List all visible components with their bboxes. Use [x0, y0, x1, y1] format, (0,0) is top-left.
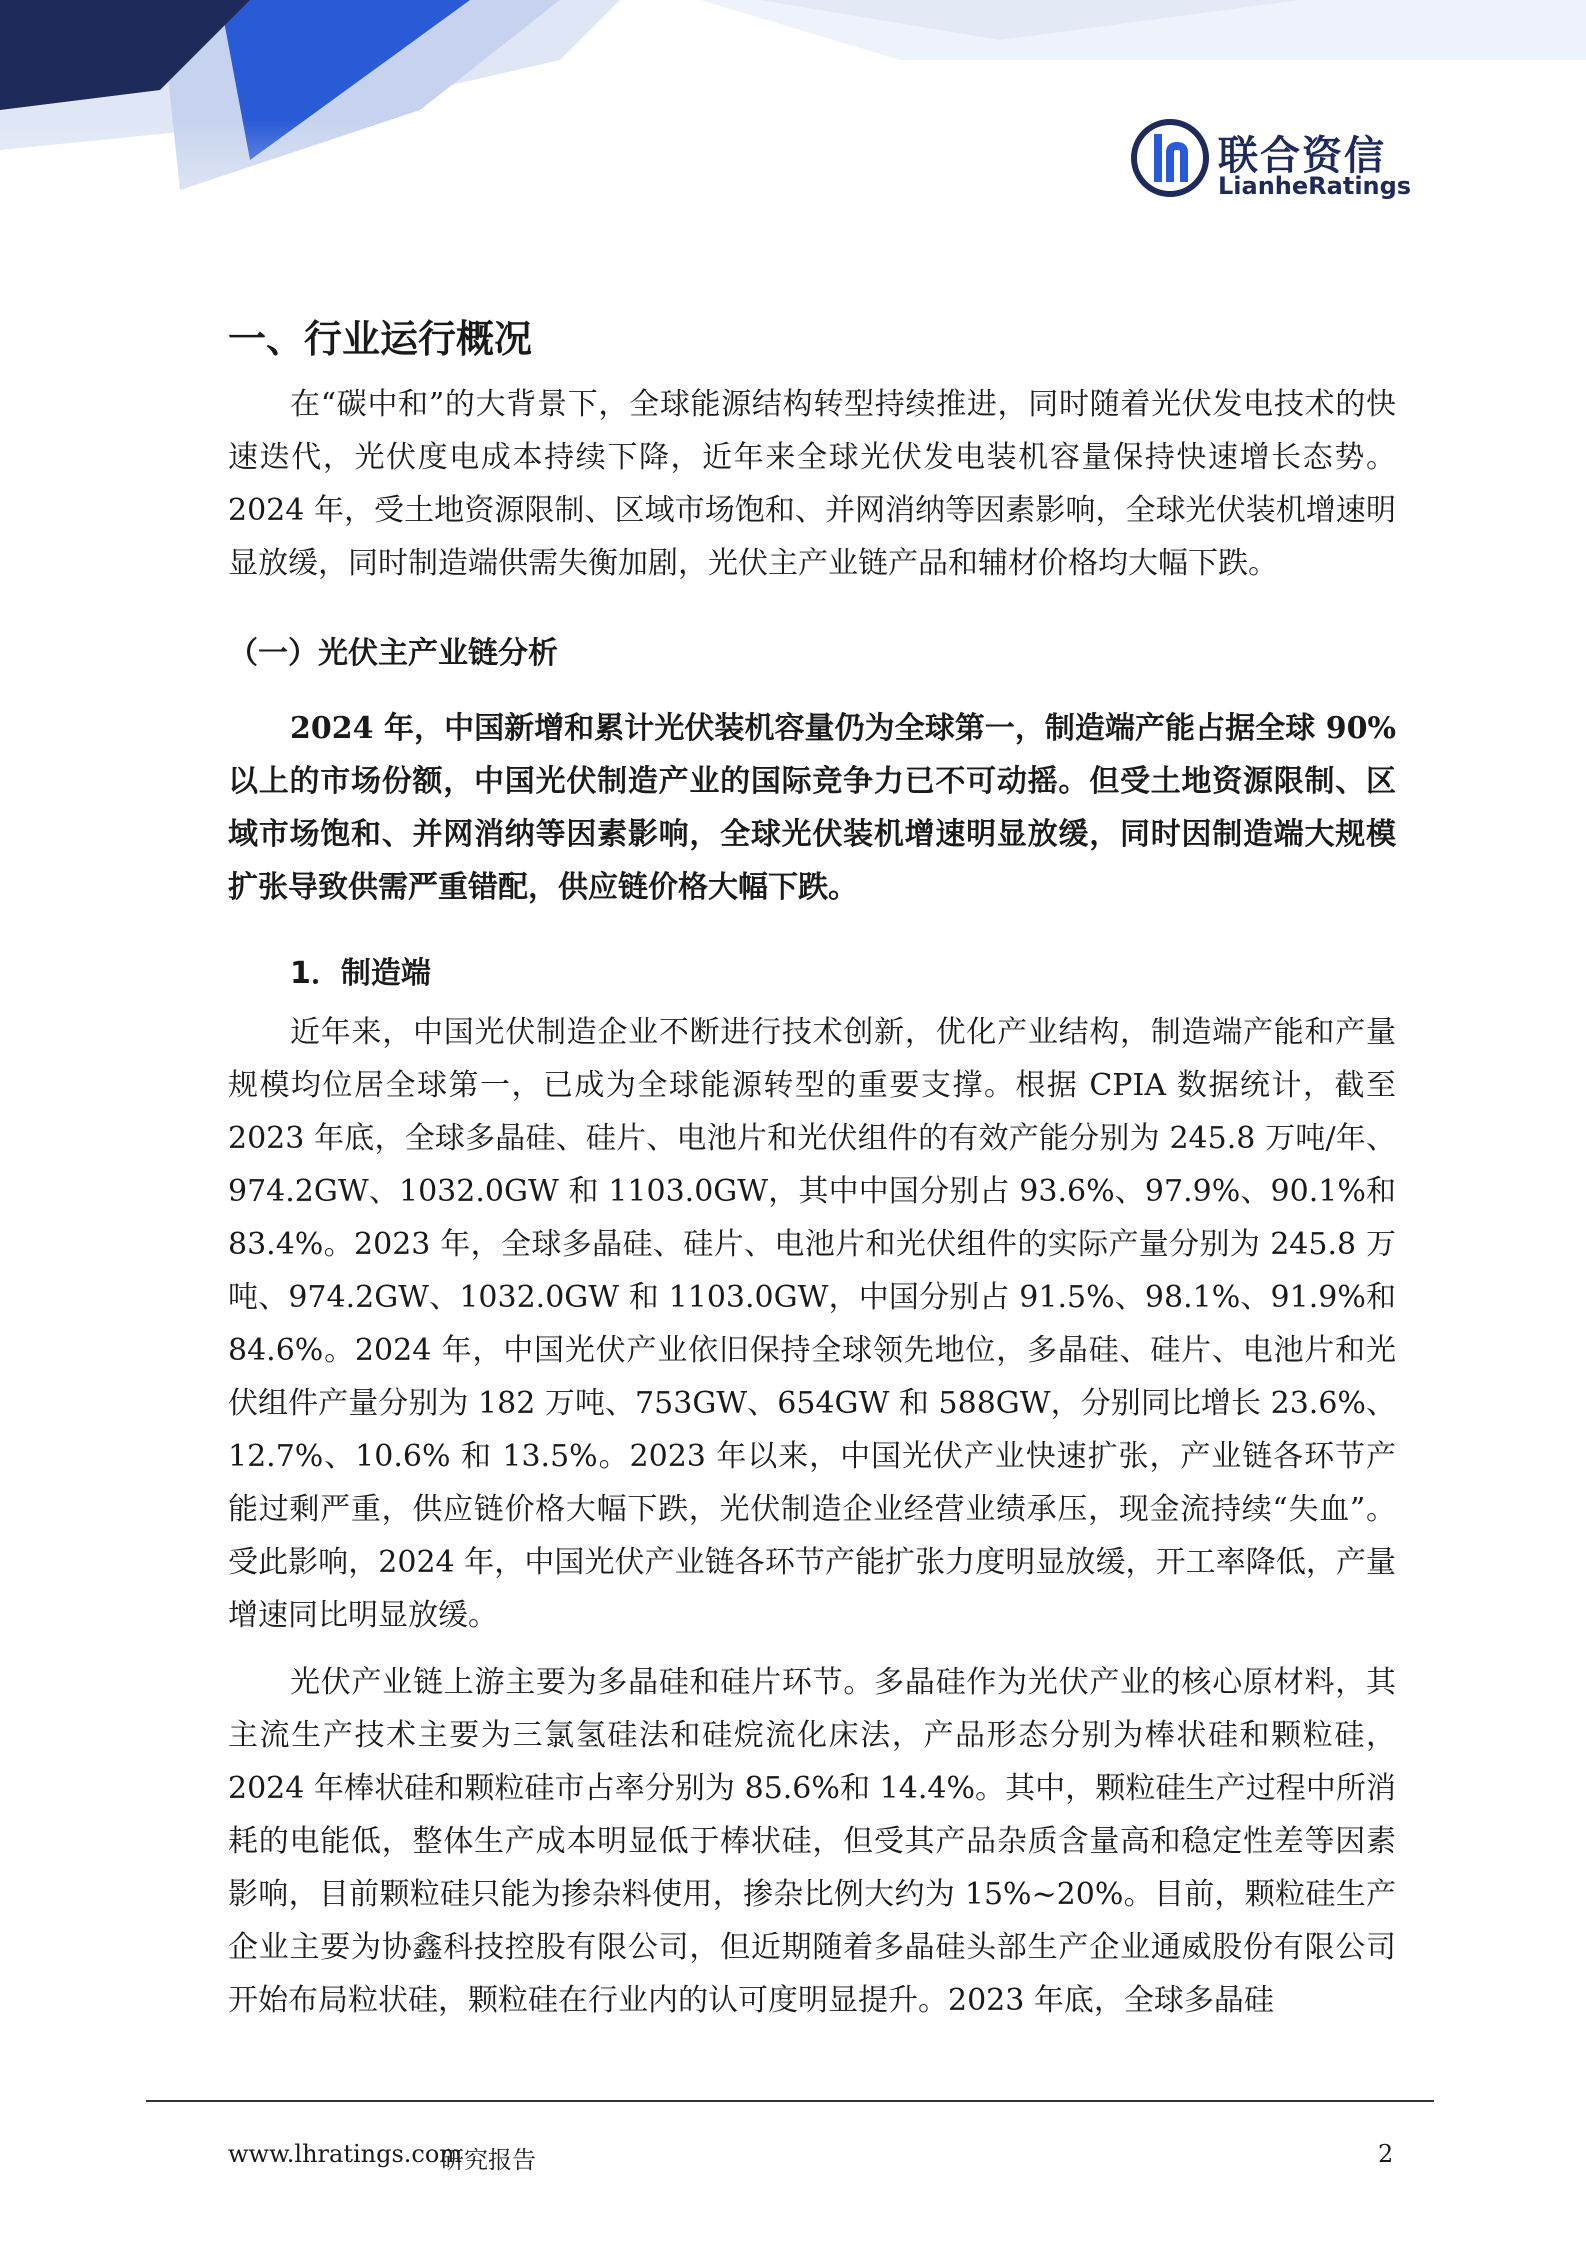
body-paragraph-2: 光伏产业链上游主要为多晶硅和硅片环节。多晶硅作为光伏产业的核心原材料，其主流生产技术主要为三氯氢硅法和硅烷流化床法，产品形态分别为棒状硅和颗粒硅，2024 年棒状硅和颗粒硅市占率分别为 85.6%和 14.4%。其中，颗粒硅生产过程中所消耗的电能低，整体生产成本明显低于棒状硅，但受其产品杂质含量高和稳定性差等因素影响，目前颗粒硅只能为掺杂料使用，掺杂比例大约为 15%~20%。目前，颗粒硅生产企业主要为协鑫科技控股有限公司，但近期随着多晶硅头部生产企业通威股份有限公司开始布局粒状硅，颗粒硅在行业内的认可度明显提升。2023 年底，全球多晶硅 — [228, 1665, 1396, 2018]
intro-paragraph: 在“碳中和”的大背景下，全球能源结构转型持续推进，同时随着光伏发电技术的快速迭代，光伏度电成本持续下降，近年来全球光伏发电装机容量保持快速增长态势。2024 年，受土地资源限制、区域市场饱和、并网消纳等因素影响，全球光伏装机增速明显放缓，同时制造端供需失衡加剧，光伏主产业链产品和辅材价格均大幅下跌。 — [228, 387, 1396, 581]
company-logo — [1130, 118, 1430, 208]
item-title: 1．制造端 — [290, 956, 431, 991]
section-title: 一、行业运行概况 — [228, 317, 533, 361]
footer-divider — [146, 2100, 1434, 2102]
body-paragraph-1: 近年来，中国光伏制造企业不断进行技术创新，优化产业结构，制造端产能和产量规模均位居全球第一，已成为全球能源转型的重要支撑。根据 CPIA 数据统计，截至 2023 年底，全球多晶硅、硅片、电池片和光伏组件的有效产能分别为 245.8 万吨/年、974.2GW、1032.0GW 和 1103.0GW，其中中国分别占 93.6%、97.9%、90.1%和 83.4%。2023 年，全球多晶硅、硅片、电池片和光伏组件的实际产量分别为 245.8 万吨、974.2GW、1032.0GW 和 1103.0GW，中国分别占 91.5%、98.1%、91.9%和 84.6%。2024 年，中国光伏产业依旧保持全球领先地位，多晶硅、硅片、电池片和光伏组件产量分别为 182 万吨、753GW、654GW 和 588GW，分别同比增长 23.6%、12.7%、10.6% 和 13.5%。2023 年以来，中国光伏产业快速扩张，产业链各环节产能过剩严重，供应链价格大幅下跌，光伏制造企业经营业绩承压，现金流持续“失血”。受此影响，2024 年，中国光伏产业链各环节产能扩张力度明显放缓，开工率降低，产量增速同比明显放缓。 — [228, 1015, 1396, 1633]
subsection-title: （一）光伏主产业链分析 — [228, 636, 558, 671]
summary-paragraph: 2024 年，中国新增和累计光伏装机容量仍为全球第一，制造端产能占据全球 90% 以上的市场份额，中国光伏制造产业的国际竞争力已不可动摇。但受土地资源限制、区域市场饱和、并网消纳等因素影响，全球光伏装机增速明显放缓，同时因制造端大规模扩张导致供需严重错配，供应链价格大幅下跌。 — [228, 711, 1396, 905]
logo-text-en: LianheRatings — [1218, 172, 1412, 200]
footer-url[interactable]: www.lhratings.com — [228, 2140, 463, 2168]
lianhe-logo-icon — [1130, 118, 1210, 198]
logo-text-cn: 联合资信 — [1218, 133, 1386, 179]
page-number: 2 — [1378, 2140, 1394, 2168]
footer-label: 研究报告 — [440, 2146, 536, 2174]
